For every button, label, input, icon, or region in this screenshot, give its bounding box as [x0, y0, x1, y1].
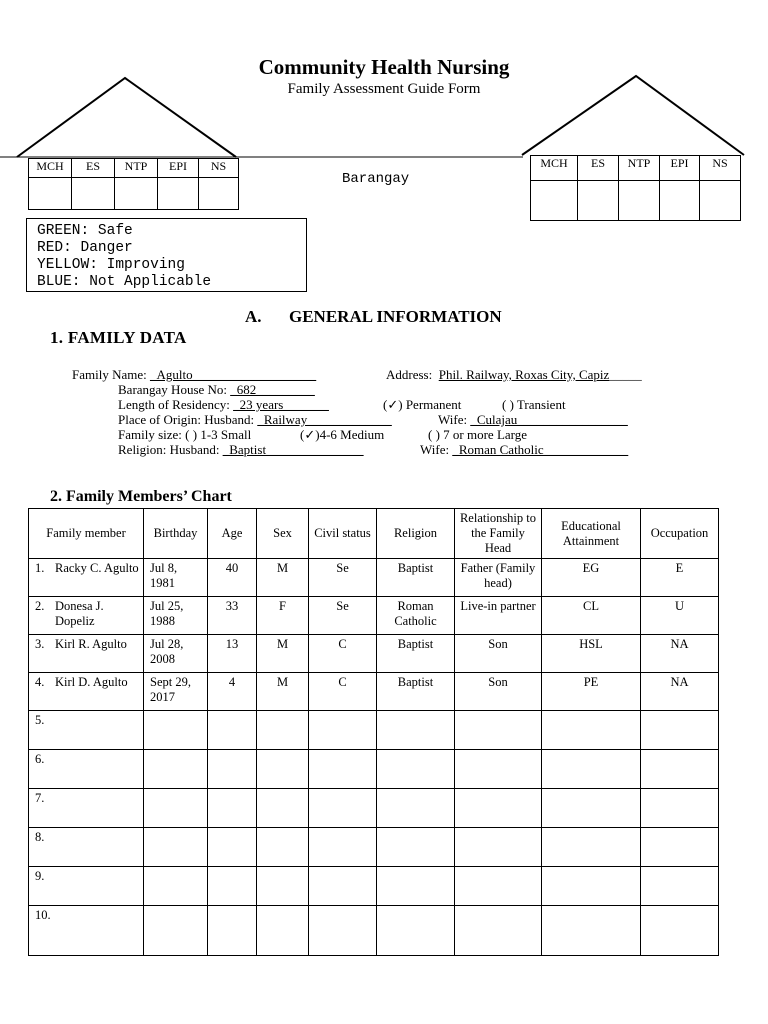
education-cell[interactable]	[542, 750, 641, 789]
indicator-header-epi: EPI	[158, 159, 199, 178]
table-row	[29, 597, 719, 635]
indicator-header-ns: NS	[700, 156, 741, 181]
education-cell[interactable]	[542, 867, 641, 906]
religion-husband-value[interactable]: _Baptist_______________	[222, 442, 364, 457]
relationship-cell[interactable]	[455, 906, 542, 956]
age-cell[interactable]	[208, 750, 257, 789]
member-cell[interactable]	[29, 867, 144, 906]
occupation-cell[interactable]	[641, 789, 719, 828]
member-cell-content	[35, 869, 140, 884]
occupation-cell[interactable]	[641, 867, 719, 906]
religion-cell[interactable]: Baptist	[377, 559, 455, 597]
address-line	[386, 367, 642, 382]
civil-status-cell[interactable]	[309, 789, 377, 828]
education-cell[interactable]	[542, 906, 641, 956]
member-cell[interactable]	[29, 559, 144, 597]
age-cell[interactable]: 40	[208, 559, 257, 597]
occupation-cell[interactable]: U	[641, 597, 719, 635]
relationship-cell[interactable]: Son	[455, 673, 542, 711]
occupation-cell[interactable]	[641, 906, 719, 956]
table-row	[29, 906, 719, 956]
member-number: 5.	[35, 713, 45, 727]
relationship-cell[interactable]: Son	[455, 635, 542, 673]
religion-cell[interactable]	[377, 867, 455, 906]
origin-label: Place of Origin: Husband:	[118, 412, 255, 427]
member-cell[interactable]	[29, 789, 144, 828]
member-cell[interactable]	[29, 750, 144, 789]
family-name-line	[72, 367, 316, 382]
member-number: 2.	[35, 599, 45, 613]
residency-value[interactable]: _23 years_______	[233, 397, 329, 412]
civil-status-cell[interactable]	[309, 828, 377, 867]
education-cell[interactable]: PE	[542, 673, 641, 711]
member-number: 6.	[35, 752, 45, 766]
member-cell-content	[35, 561, 140, 576]
indicator-cell[interactable]	[531, 181, 578, 221]
column-header: Educational Attainment	[542, 509, 641, 559]
member-number: 1.	[35, 561, 45, 575]
member-cell[interactable]	[29, 711, 144, 750]
education-cell[interactable]: EG	[542, 559, 641, 597]
table-row	[29, 635, 719, 673]
member-number: 7.	[35, 791, 45, 805]
member-cell-content	[35, 675, 140, 690]
column-header: Sex	[257, 509, 309, 559]
address-label: Address:	[386, 367, 433, 382]
member-name: Kirl R. Agulto	[55, 637, 127, 651]
barangay-label: Barangay	[342, 171, 410, 187]
religion-cell[interactable]: Baptist	[377, 673, 455, 711]
left-indicator-grid	[28, 158, 239, 210]
indicator-cell[interactable]	[72, 178, 115, 210]
member-cell-content	[35, 791, 140, 806]
birthday-cell[interactable]: Jul 28, 2008	[144, 635, 208, 673]
religion-wife-value[interactable]: _Roman Catholic_____________	[452, 442, 629, 457]
civil-status-cell[interactable]: Se	[309, 597, 377, 635]
religion-cell[interactable]	[377, 906, 455, 956]
indicator-cell[interactable]	[578, 181, 619, 221]
birthday-cell[interactable]	[144, 828, 208, 867]
residency-line	[118, 397, 329, 412]
sex-cell[interactable]	[257, 789, 309, 828]
sex-cell[interactable]: M	[257, 635, 309, 673]
column-header: Religion	[377, 509, 455, 559]
age-cell[interactable]: 13	[208, 635, 257, 673]
family-name-value[interactable]: _Agulto___________________	[150, 367, 317, 382]
relationship-cell[interactable]: Father (Family head)	[455, 559, 542, 597]
indicator-header-ns: NS	[199, 159, 239, 178]
member-cell-content	[35, 752, 140, 767]
section-a-number: A.	[245, 307, 262, 326]
occupation-cell[interactable]: NA	[641, 635, 719, 673]
family-size-large-option[interactable]: ( ) 7 or more Large	[428, 427, 528, 442]
sex-cell[interactable]	[257, 867, 309, 906]
religion-cell[interactable]: Roman Catholic	[377, 597, 455, 635]
table-row	[29, 711, 719, 750]
form-title: Community Health Nursing	[258, 55, 510, 79]
member-cell-content	[35, 637, 140, 652]
medium-label: 4-6 Medium	[319, 427, 385, 442]
religion-cell[interactable]	[377, 750, 455, 789]
age-cell[interactable]	[208, 789, 257, 828]
legend-item-yellow: YELLOW: Improving	[37, 257, 185, 273]
education-cell[interactable]: CL	[542, 597, 641, 635]
table-row	[29, 867, 719, 906]
member-cell[interactable]	[29, 597, 144, 635]
indicator-header-epi: EPI	[660, 156, 700, 181]
member-cell[interactable]	[29, 673, 144, 711]
member-cell-content	[35, 830, 140, 845]
sex-cell[interactable]	[257, 711, 309, 750]
indicator-cell[interactable]	[29, 178, 72, 210]
sex-cell[interactable]: F	[257, 597, 309, 635]
occupation-cell[interactable]	[641, 750, 719, 789]
civil-status-cell[interactable]	[309, 711, 377, 750]
family-name-label: Family Name:	[72, 367, 147, 382]
relationship-cell[interactable]	[455, 867, 542, 906]
residency-label: Length of Residency:	[118, 397, 230, 412]
indicator-header-es: ES	[578, 156, 619, 181]
relationship-cell[interactable]	[455, 789, 542, 828]
legend-item-green: GREEN: Safe	[37, 223, 133, 239]
right-indicator-grid	[530, 155, 741, 221]
permanent-check-mark: (✓)	[383, 397, 403, 412]
origin-wife-label: Wife:	[438, 412, 468, 427]
indicator-header-ntp: NTP	[619, 156, 660, 181]
color-legend-box	[26, 218, 307, 292]
indicator-header-ntp: NTP	[115, 159, 158, 178]
table-row	[29, 673, 719, 711]
member-number: 3.	[35, 637, 45, 651]
section-a-title: GENERAL INFORMATION	[289, 307, 502, 326]
address-trail: _____	[609, 367, 642, 382]
birthday-cell[interactable]: Jul 8, 1981	[144, 559, 208, 597]
civil-status-cell[interactable]: C	[309, 673, 377, 711]
relationship-cell[interactable]	[455, 750, 542, 789]
education-cell[interactable]: HSL	[542, 635, 641, 673]
table-row	[29, 828, 719, 867]
family-data-heading: 1. FAMILY DATA	[50, 328, 187, 347]
permanent-label: Permanent	[405, 397, 462, 412]
family-size-medium-option[interactable]	[300, 427, 384, 442]
religion-cell[interactable]	[377, 828, 455, 867]
sex-cell[interactable]: M	[257, 559, 309, 597]
member-cell[interactable]	[29, 635, 144, 673]
civil-status-cell[interactable]: Se	[309, 559, 377, 597]
birthday-cell[interactable]	[144, 789, 208, 828]
sex-cell[interactable]	[257, 906, 309, 956]
member-name: Racky C. Agulto	[55, 561, 139, 575]
house-no-label: Barangay House No:	[118, 382, 228, 397]
family-size-small-option[interactable]: Family size: ( ) 1-3 Small	[118, 427, 252, 442]
occupation-cell[interactable]: E	[641, 559, 719, 597]
origin-wife-value[interactable]: _Culajau_________________	[470, 412, 628, 427]
education-cell[interactable]	[542, 828, 641, 867]
birthday-cell[interactable]	[144, 711, 208, 750]
column-header: Civil status	[309, 509, 377, 559]
birthday-cell[interactable]	[144, 867, 208, 906]
birthday-cell[interactable]	[144, 906, 208, 956]
birthday-cell[interactable]: Sept 29, 2017	[144, 673, 208, 711]
civil-status-cell[interactable]	[309, 750, 377, 789]
column-header: Occupation	[641, 509, 719, 559]
age-cell[interactable]: 4	[208, 673, 257, 711]
origin-husband-value[interactable]: _Railway_____________	[257, 412, 392, 427]
indicator-cell[interactable]	[158, 178, 199, 210]
transient-option[interactable]: ( ) Transient	[502, 397, 566, 412]
column-header: Birthday	[144, 509, 208, 559]
indicator-header-es: ES	[72, 159, 115, 178]
civil-status-cell[interactable]: C	[309, 635, 377, 673]
birthday-cell[interactable]: Jul 25, 1988	[144, 597, 208, 635]
form-subtitle: Family Assessment Guide Form	[287, 81, 481, 97]
house-no-line	[118, 382, 315, 397]
relationship-cell[interactable]	[455, 711, 542, 750]
civil-status-cell[interactable]	[309, 906, 377, 956]
medium-check-mark: (✓)	[300, 427, 320, 442]
table-row	[29, 559, 719, 597]
sex-cell[interactable]: M	[257, 673, 309, 711]
table-row	[29, 789, 719, 828]
occupation-cell[interactable]	[641, 828, 719, 867]
indicator-cell[interactable]	[700, 181, 741, 221]
religion-cell[interactable]: Baptist	[377, 635, 455, 673]
religion-wife-line	[420, 442, 628, 457]
religion-label: Religion: Husband:	[118, 442, 220, 457]
age-cell[interactable]	[208, 828, 257, 867]
indicator-cell[interactable]	[619, 181, 660, 221]
origin-line	[118, 412, 392, 427]
member-number: 8.	[35, 830, 45, 844]
sex-cell[interactable]	[257, 828, 309, 867]
relationship-cell[interactable]: Live-in partner	[455, 597, 542, 635]
age-cell[interactable]: 33	[208, 597, 257, 635]
indicator-header-mch: MCH	[531, 156, 578, 181]
house-no-value[interactable]: _682_________	[230, 382, 315, 397]
table-row	[29, 750, 719, 789]
member-cell-content	[35, 713, 140, 728]
birthday-cell[interactable]	[144, 750, 208, 789]
indicator-cell[interactable]	[660, 181, 700, 221]
member-name: Donesa J. Dopeliz	[55, 599, 104, 628]
age-cell[interactable]	[208, 906, 257, 956]
age-cell[interactable]	[208, 711, 257, 750]
column-header: Age	[208, 509, 257, 559]
religion-cell[interactable]	[377, 711, 455, 750]
indicator-cell[interactable]	[115, 178, 158, 210]
sex-cell[interactable]	[257, 750, 309, 789]
member-cell-content	[35, 599, 140, 629]
age-cell[interactable]	[208, 867, 257, 906]
column-header: Relationship to the Family Head	[455, 509, 542, 559]
origin-wife-line	[438, 412, 628, 427]
legend-item-blue: BLUE: Not Applicable	[37, 274, 212, 290]
indicator-header-mch: MCH	[29, 159, 72, 178]
education-cell[interactable]	[542, 789, 641, 828]
member-number: 10.	[35, 908, 51, 922]
civil-status-cell[interactable]	[309, 867, 377, 906]
member-cell[interactable]	[29, 906, 144, 956]
religion-wife-label: Wife:	[420, 442, 450, 457]
address-value[interactable]: Phil. Railway, Roxas City, Capiz	[438, 367, 610, 382]
member-number: 9.	[35, 869, 45, 883]
education-cell[interactable]	[542, 711, 641, 750]
member-cell-content	[35, 908, 140, 923]
member-number: 4.	[35, 675, 45, 689]
religion-cell[interactable]	[377, 789, 455, 828]
relationship-cell[interactable]	[455, 828, 542, 867]
indicator-cell[interactable]	[199, 178, 239, 210]
member-name: Kirl D. Agulto	[55, 675, 128, 689]
occupation-cell[interactable]	[641, 711, 719, 750]
table-header-row	[29, 509, 719, 559]
occupation-cell[interactable]: NA	[641, 673, 719, 711]
member-cell[interactable]	[29, 828, 144, 867]
family-members-table	[28, 508, 719, 956]
section-a-heading	[245, 307, 502, 327]
column-header: Family member	[29, 509, 144, 559]
permanent-option[interactable]	[383, 397, 461, 412]
religion-line	[118, 442, 364, 457]
members-chart-heading: 2. Family Members’ Chart	[50, 488, 232, 505]
legend-item-red: RED: Danger	[37, 240, 133, 256]
